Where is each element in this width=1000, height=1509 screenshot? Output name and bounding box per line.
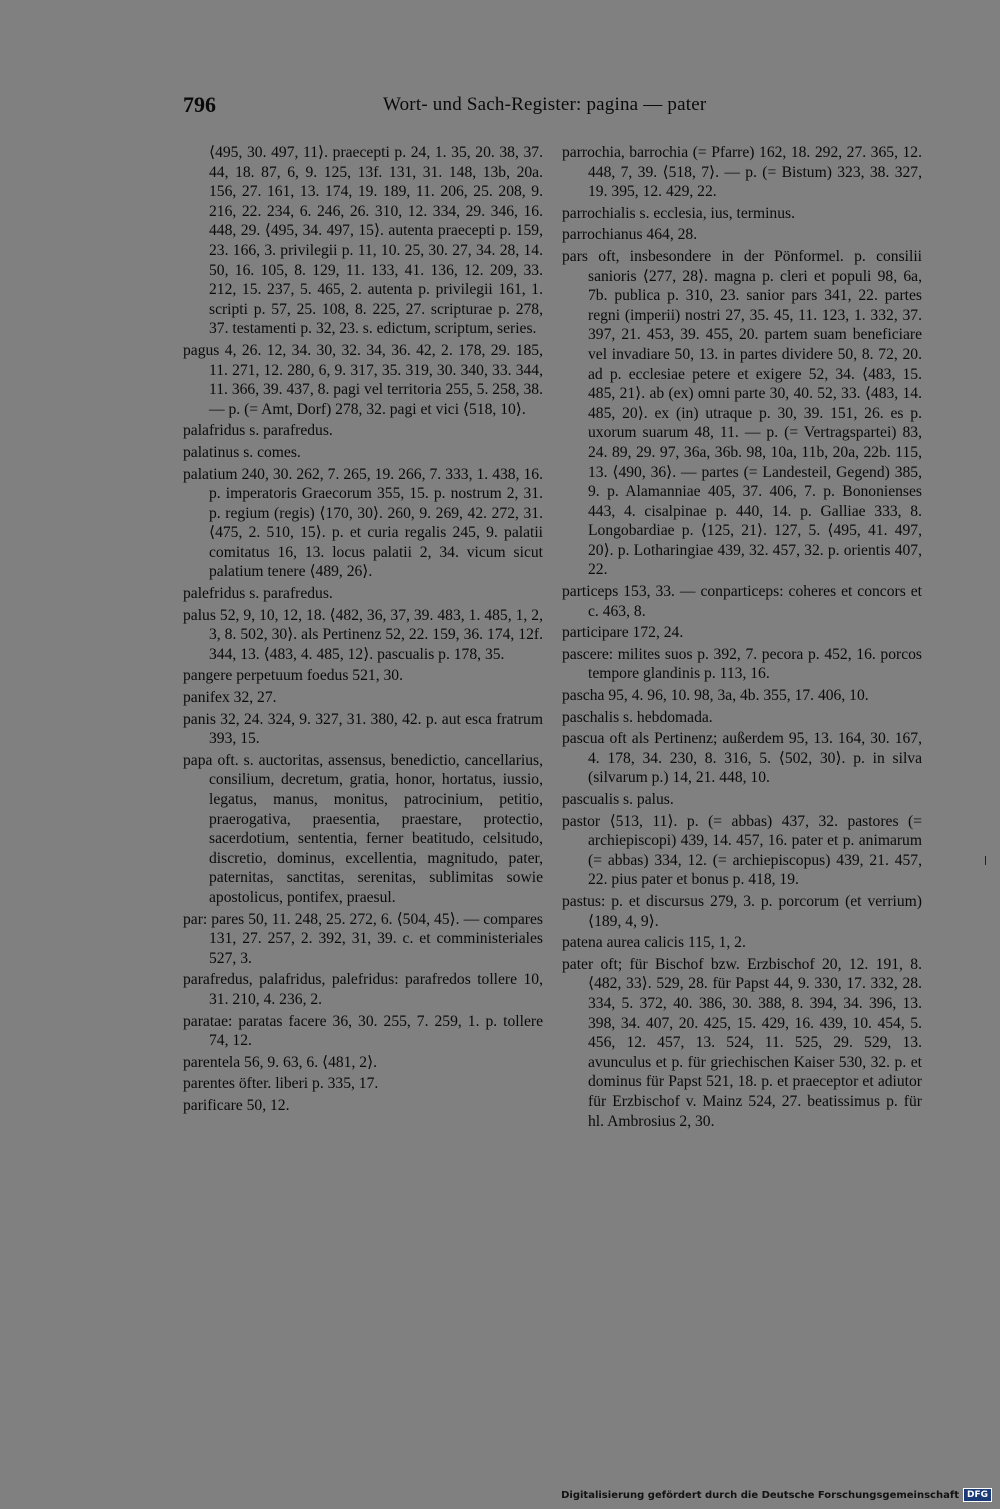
index-entry: papa oft. s. auctoritas, assensus, benedictio, cancellarius, consilium, decretum, gratia, honor, hortatus, iussio, legatus, manus, monitus, patrocinium, petitio, praerogativa, praesentia, praestare, protectio, sacerdotium, sententia, ferner beatitudo, celsitudo, discretio, dominus, excellentia, magnitudo, pater, paternitas, sanctitas, serenitas, sublimitas sowie apostolicus, pontifex, praesul. xyxy=(183,751,543,906)
margin-mark xyxy=(985,856,986,865)
footer-credit: Digitalisierung gefördert durch die Deutsche Forschungsgemeinschaft xyxy=(561,1489,959,1501)
running-title: Wort- und Sach-Register: pagina — pater xyxy=(383,94,707,115)
index-entry: pascere: milites suos p. 392, 7. pecora p. 452, 16. porcos tempore glandinis p. 113, 16. xyxy=(562,645,922,683)
index-entry: pater oft; für Bischof bzw. Erzbischof 20, 12. 191, 8. ⟨482, 33⟩. 529, 28. für Papst 44, 9. 330, 17. 332, 28. 334, 5. 372, 40. 386, 30. 388, 8. 394, 34. 396, 13. 398, 34. 407, 20. 425, 15. 429, 16. 439, 10. 454, 5. 456, 12. 457, 13. 524, 11. 525, 29. 529, 13. avunculus et p. für griechischen Kaiser 530, 32. p. et dominus für Papst 521, 18. p. et praeceptor et adiutor für Erzbischof v. Mainz 524, 27. beatissimus p. für hl. Ambrosius 2, 30. xyxy=(562,955,922,1130)
page-header xyxy=(183,92,923,126)
index-entry: participare 172, 24. xyxy=(562,624,684,642)
index-entry: paratae: paratas facere 36, 30. 255, 7. 259, 1. p. tollere 74, 12. xyxy=(183,1012,543,1050)
index-entry: parrochia, barrochia (= Pfarre) 162, 18. 292, 27. 365, 12. 448, 7, 39. ⟨518, 7⟩. — p. (= Bistum) 323, 38. 327, 19. 395, 12. 429, 22. xyxy=(562,144,922,201)
index-entry: parrochialis s. ecclesia, ius, terminus. xyxy=(562,204,795,222)
index-entry: pagus 4, 26. 12, 34. 30, 32. 34, 36. 42, 2. 178, 29. 185, 11. 271, 12. 280, 6, 9. 317, 35. 319, 30. 340, 33. 344, 11. 366, 39. 437, 8. pagi vel territoria 255, 5. 258, 38. — p. (= Amt, Dorf) 278, 32. pagi et vici ⟨518, 10⟩. xyxy=(183,341,543,418)
index-entry: ⟨495, 30. 497, 11⟩. praecepti p. 24, 1. 35, 20. 38, 37. 44, 18. 87, 6, 9. 125, 13f. 131, 31. 148, 13b, 20a. 156, 27. 161, 13. 174, 19. 189, 11. 206, 25. 208, 9. 216, 22. 234, 6. 246, 26. 310, 12. 334, 29. 346, 16. 448, 29. ⟨495, 34. 497, 15⟩. autenta praecepti p. 159, 23. 166, 3. privilegii p. 11, 10. 25, 30. 27, 34. 28, 14. 50, 16. 105, 8. 129, 11. 133, 41. 136, 12. 209, 33. 212, 15. 237, 5. 465, 2. autenta p. privilegii 161, 1. scripti p. 57, 25. 108, 8. 225, 27. scripturae p. 278, 37. testamenti p. 32, 23. s. edictum, scriptum, series. xyxy=(209,144,543,338)
index-entry: panifex 32, 27. xyxy=(183,689,277,707)
index-entry: palafridus s. parafredus. xyxy=(183,422,333,440)
left-column xyxy=(183,143,543,1118)
index-entry: palatium 240, 30. 262, 7. 265, 19. 266, 7. 333, 1. 438, 16. p. imperatoris Graecorum 355, 15. p. nostrum 2, 31. p. regium (regis) ⟨170, 30⟩. 260, 9. 269, 42. 272, 31. ⟨475, 2. 510, 15⟩. p. et curia regalis 245, 9. palatii comitatus 16, 13. locus palatii 2, 34. vicum sicut palatium tenere ⟨489, 26⟩. xyxy=(183,465,543,581)
index-entry: pascua oft als Pertinenz; außerdem 95, 13. 164, 30. 167, 4. 178, 34. 230, 8. 316, 5. ⟨502, 30⟩. p. in silva (silvarum p.) 14, 21. 448, 10. xyxy=(562,730,922,787)
index-entry: pastor ⟨513, 11⟩. p. (= abbas) 437, 32. pastores (= archiepiscopi) 439, 14. 457, 16. pater et p. animarum (= abbas) 334, 12. (= archiepiscopus) 439, 21. 457, 22. pius pater et bonus p. 418, 19. xyxy=(562,812,922,889)
index-entry: panis 32, 24. 324, 9. 327, 31. 380, 42. p. aut esca fratrum 393, 15. xyxy=(183,710,543,748)
index-entry: par: pares 50, 11. 248, 25. 272, 6. ⟨504, 45⟩. — compares 131, 27. 257, 2. 392, 31, 39. c. et comministeriales 527, 3. xyxy=(183,910,543,967)
index-entry: palus 52, 9, 10, 12, 18. ⟨482, 36, 37, 39. 483, 1. 485, 1, 2, 3, 8. 502, 30⟩. als Pertinenz 52, 22. 159, 36. 174, 12f. 344, 13. ⟨483, 4. 485, 12⟩. pascualis p. 178, 35. xyxy=(183,606,543,663)
index-entry: palatinus s. comes. xyxy=(183,443,301,461)
index-entry: parentela 56, 9. 63, 6. ⟨481, 2⟩. xyxy=(183,1053,378,1071)
footer xyxy=(561,1487,992,1503)
index-entry: parrochianus 464, 28. xyxy=(562,226,698,244)
index-entry: paschalis s. hebdomada. xyxy=(562,708,713,726)
dfg-logo[interactable]: DFG xyxy=(963,1488,992,1502)
index-entry: pastus: p. et discursus 279, 3. p. porcorum (et verrium) ⟨189, 4, 9⟩. xyxy=(562,892,922,930)
index-entry: pascha 95, 4. 96, 10. 98, 3a, 4b. 355, 17. 406, 10. xyxy=(562,687,869,705)
index-entry: pars oft, insbesondere in der Pönformel. p. consilii sanioris ⟨277, 28⟩. magna p. cleri et populi 98, 6a, 7b. publica p. 310, 23. sanior pars 341, 22. partes regni (imperii) nostri 27, 35. 45, 11. 123, 1. 332, 37. 397, 21. 453, 39. 455, 20. partem suam beneficiare vel invadiare 50, 13. in partes dividere 50, 8. 72, 20. ad p. ecclesiae petere et exigere 52, 34. ⟨483, 15. 485, 21⟩. ab (ex) omni parte 30, 40. 52, 33. ⟨483, 14. 485, 20⟩. ex (in) utraque p. 30, 39. 151, 26. es p. uxorum suarum 48, 11. — p. (= Vertragspartei) 83, 24. 89, 29. 97, 36a, 36b. 98, 10a, 11b, 20a, 22b. 115, 13. ⟨490, 36⟩. — partes (= Landesteil, Gegend) 385, 9. p. Alamanniae 405, 37. 406, 7. p. Bononienses 443, 4. cisalpinae p. 440, 14. p. Galliae 333, 8. Longobardiae p. ⟨125, 21⟩. 127, 5. ⟨495, 41. 497, 20⟩. p. Lotharingiae 439, 32. 457, 32. p. orientis 407, 22. xyxy=(562,247,922,579)
index-entry: palefridus s. parafredus. xyxy=(183,585,333,603)
right-column xyxy=(562,143,922,1133)
index-entry: pascualis s. palus. xyxy=(562,791,674,808)
index-entry: pangere perpetuum foedus 521, 30. xyxy=(183,667,403,685)
index-entry: parafredus, palafridus, palefridus: parafredos tollere 10, 31. 210, 4. 236, 2. xyxy=(183,971,543,1008)
index-entry: parentes öfter. liberi p. 335, 17. xyxy=(183,1075,379,1093)
index-entry: parificare 50, 12. xyxy=(183,1096,290,1114)
index-entry: patena aurea calicis 115, 1, 2. xyxy=(562,934,746,952)
page-number: 796 xyxy=(183,92,216,117)
index-entry: particeps 153, 33. — conparticeps: coheres et concors et c. 463, 8. xyxy=(562,583,922,620)
